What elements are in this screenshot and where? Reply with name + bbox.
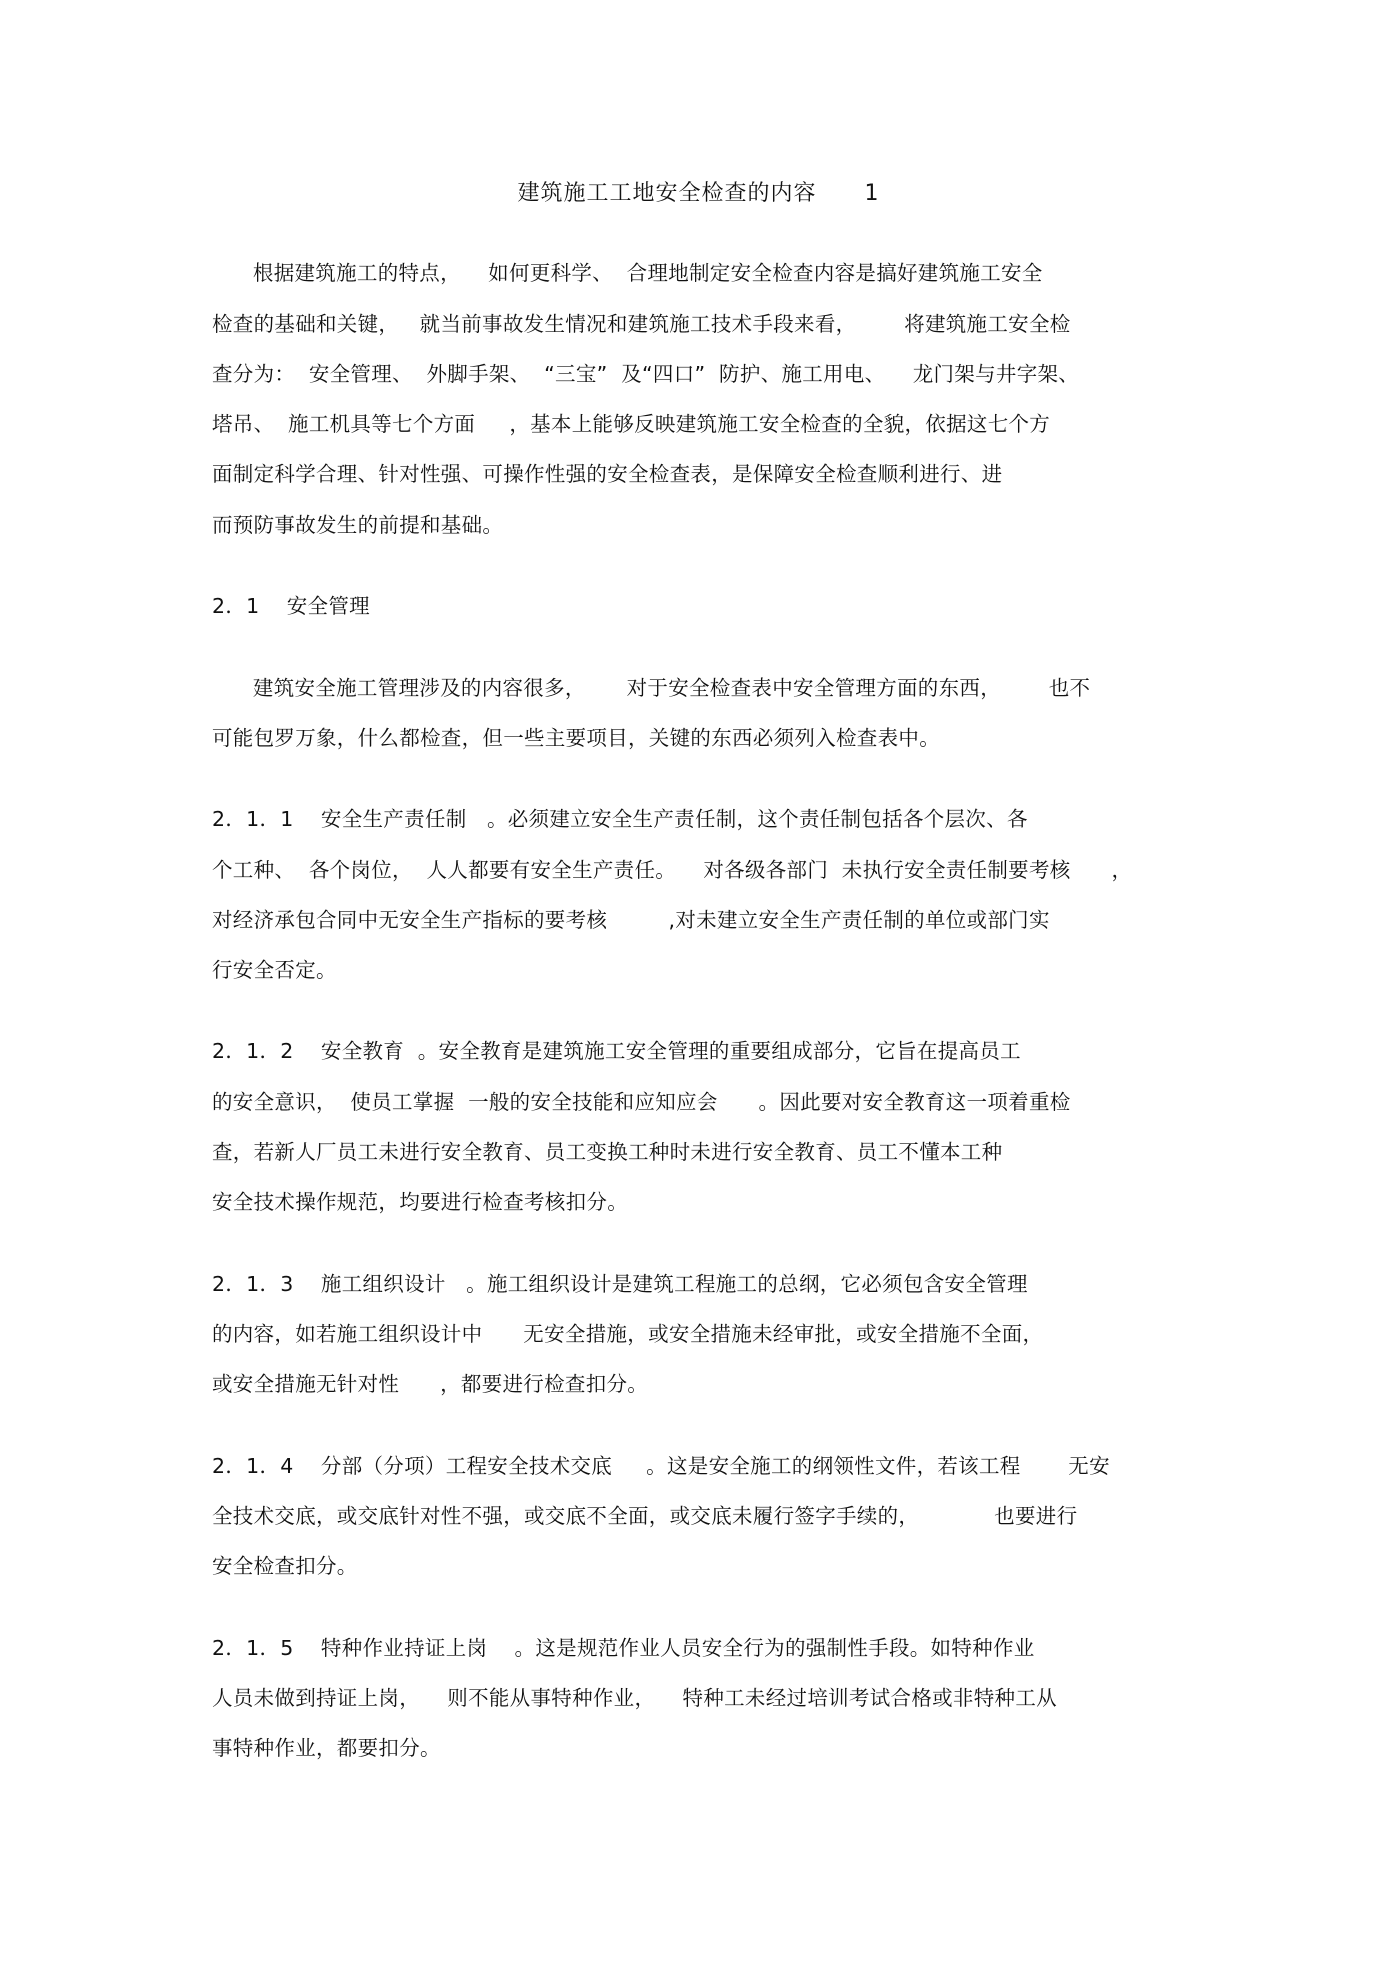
section-2-1-4-line-3: 安全检查扣分。 [212, 1554, 358, 1578]
section-2-1-3-line-3: 或安全措施无针对性 ，都要进行检查扣分。 [212, 1372, 649, 1396]
intro-line-4: 塔吊、 施工机具等七个方面 ，基本上能够反映建筑施工安全检查的全貌，依据这七个方 [212, 412, 1051, 436]
intro-line-3: 查分为： 安全管理、 外脚手架、 “三宝” 及“四口” 防护、施工用电、 龙门架与井字架、 [212, 362, 1080, 386]
section-2-1-2-line-3: 查，若新人厂员工未进行安全教育、员工变换工种时未进行安全教育、员工不懂本工种 [212, 1140, 1003, 1164]
section-2-1-5-line-1: 2．1．5 特种作业持证上岗 。这是规范作业人员安全行为的强制性手段。如特种作业 [212, 1636, 1035, 1660]
section-2-1-1-line-3: 对经济承包合同中无安全生产指标的要考核 ,对未建立安全生产责任制的单位或部门实 [212, 908, 1050, 932]
intro-line-5: 面制定科学合理、针对性强、可操作性强的安全检查表，是保障安全检查顺利进行、进 [212, 462, 1003, 486]
section-2-1-1-line-1: 2．1．1 安全生产责任制 。必须建立安全生产责任制，这个责任制包括各个层次、各 [212, 807, 1028, 831]
section-2-1-1-line-2: 个工种、 各个岗位， 人人都要有安全生产责任。 对各级各部门 未执行安全责任制要考核 ， [212, 858, 1133, 882]
section-2-1-3-line-2: 的内容，如若施工组织设计中 无安全措施，或安全措施未经审批，或安全措施不全面， [212, 1322, 1044, 1346]
section-2-1-3-line-1: 2．1．3 施工组织设计 。施工组织设计是建筑工程施工的总纲，它必须包含安全管理 [212, 1272, 1028, 1296]
section-2-1-4-line-2: 全技术交底，或交底针对性不强，或交底不全面，或交底未履行签字手续的， 也要进行 [212, 1504, 1078, 1528]
section-2-1-line-1: 建筑安全施工管理涉及的内容很多， 对于安全检查表中安全管理方面的东西， 也不 [212, 676, 1091, 700]
section-2-1-2-line-2: 的安全意识， 使员工掌握 一般的安全技能和应知应会 。因此要对安全教育这一项着重检 [212, 1090, 1071, 1114]
intro-line-6: 而预防事故发生的前提和基础。 [212, 513, 504, 537]
intro-line-1: 根据建筑施工的特点， 如何更科学、 合理地制定安全检查内容是搞好建筑施工安全 [212, 261, 1043, 285]
intro-line-2: 检查的基础和关键， 就当前事故发生情况和建筑施工技术手段来看， 将建筑施工安全检 [212, 312, 1071, 336]
section-2-1-4-line-1: 2．1．4 分部（分项）工程安全技术交底 。这是安全施工的纲领性文件，若该工程 无安 [212, 1454, 1110, 1478]
document-title: 建筑施工工地安全检查的内容 1 [517, 181, 880, 206]
section-2-1-line-2: 可能包罗万象，什么都检查，但一些主要项目，关键的东西必须列入检查表中。 [212, 726, 940, 750]
section-heading-2-1: 2．1 安全管理 [212, 594, 370, 618]
section-2-1-2-line-4: 安全技术操作规范，均要进行检查考核扣分。 [212, 1190, 628, 1214]
section-2-1-5-line-2: 人员未做到持证上岗， 则不能从事特种作业， 特种工未经过培训考试合格或非特种工从 [212, 1686, 1057, 1710]
section-2-1-5-line-3: 事特种作业，都要扣分。 [212, 1736, 441, 1760]
section-2-1-2-line-1: 2．1．2 安全教育 。安全教育是建筑施工安全管理的重要组成部分，它旨在提高员工 [212, 1039, 1021, 1063]
section-2-1-1-line-4: 行安全否定。 [212, 958, 337, 982]
